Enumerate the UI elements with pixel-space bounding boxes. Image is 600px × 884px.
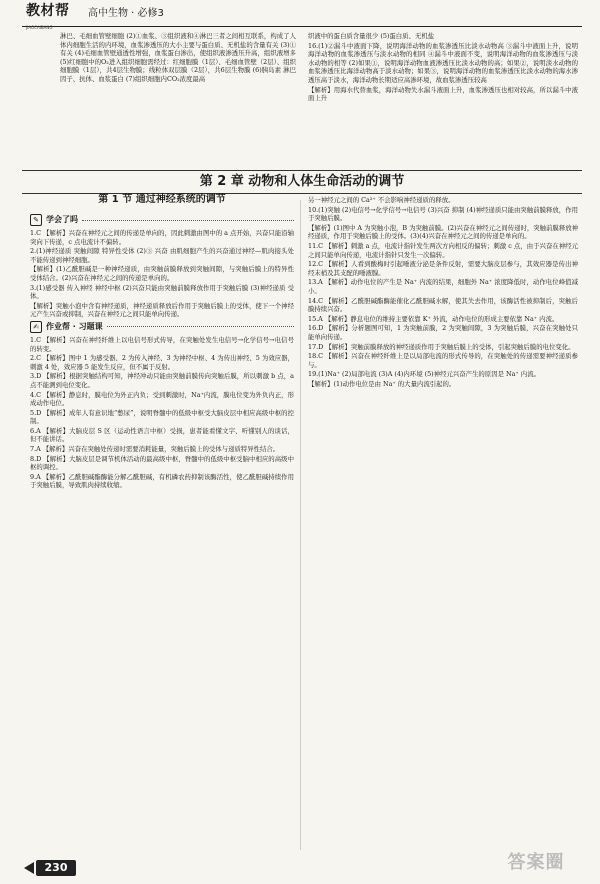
brand-subtext: JIAOCAIBANG [26,25,53,30]
brand-logo: 教材帮 [26,3,70,19]
answer-item: 3.D 【解析】根据突触结构可知，神经冲动只能由突触前膜传向突触后膜，所以刺激 b 点，a 点不能测到电位变化。 [30,372,294,389]
answer-item: 7.A 【解析】兴奋在突触处传递时需要消耗能量，突触后膜上的受体与递质特异性结合。 [30,445,280,454]
course-title: 高中生物 · 必修3 [88,8,164,19]
top-right-column [308,32,578,166]
answer-item: 【解析】(1)图中 A 为突触小泡，B 为突触前膜。(2)兴奋在神经元之间传递时，突触前膜释放神经递质，作用于突触后膜上的受体。(3)(4)兴奋在神经元之间的传递是单向的。 [308,223,578,241]
answer-item: 19.(1)Na⁺ (2)局部电流 (3)A (4)内环境 (5)神经元兴奋产生的原因是 Na⁺ 内流。 [308,370,540,379]
paragraph: 【解析】用海水代替血浆，海洋动物失水漏斗液面上升，血浆渗透压也相对较高，所以漏斗中液面上升 [308,85,578,103]
right-column [308,196,578,852]
homework-heading-label: 作业帮 · 习题课 [46,321,103,331]
chapter-title: 第 2 章 动物和人体生命活动的调节 [22,170,582,194]
answer-item: 6.A 【解析】大脑皮层 S 区（运动性语言中枢）受损，患者能看懂文字、听懂别人的谈话，但不能讲话。 [30,426,294,444]
answer-item: 13.A 【解析】动作电位的产生是 Na⁺ 内流的结果，细胞外 Na⁺ 浓度降低时，动作电位峰值减小。 [308,278,578,295]
answer-item: 1.C 【解析】兴奋在神经纤维上以电信号形式传导，在突触处发生电信号→化学信号→电信号的转变。 [30,335,294,353]
answer-item: 10.(1)突触 (2)电信号→化学信号→电信号 (3)兴奋 抑制 (4)神经递质只能由突触前膜释放，作用于突触后膜。 [308,205,578,223]
answer-item: 9.A 【解析】乙酰胆碱酯酶能分解乙酰胆碱，有机磷农药抑制该酶活性，使乙酰胆碱持续作用于突触后膜，导致肌肉持续收缩。 [30,472,294,490]
paragraph: 16.(1)②漏斗中液面下降，说明海洋动物的血浆渗透压比淡水动物高 ③漏斗中液面上升，说明海洋动物的血浆渗透压与淡水动物的相同 ④漏斗中液面不变，说明海洋动物的血浆渗透压与淡水动物的相等 (2)如果①，说明海洋动物血液渗透压比淡水动物的高；如果②，说明淡水动物的血浆渗透压比海洋动物高于淡水动物；如果③，说明海洋动物的血浆渗透压比淡水动物的海水渗透压高于淡水，海洋动物长期适应高渗环境，故血浆渗透压较高 [308,41,578,84]
answer-item: 2.(1)神经递质 突触间隙 特异性受体 (2)③ 兴奋 由肌细胞产生的兴奋通过神经—肌肉接头处不能传递到神经细胞。 [30,247,294,264]
answer-item: 12.C 【解析】人看到酸梅时引起唾液分泌是条件反射，需要大脑皮层参与，其效应器是传出神经末梢及其支配的唾液腺。 [308,260,578,277]
answer-item: 18.C 【解析】兴奋在神经纤维上是以局部电流的形式传导的，在突触处的传递需要神经递质参与。 [308,352,578,369]
section-title: 第 1 节 通过神经系统的调节 [98,194,226,205]
answer-item: 16.D 【解析】分析题图可知，1 为突触前膜，2 为突触间隙，3 为突触后膜，兴奋在突触处只能单向传递。 [308,324,578,341]
answer-item: 11.C 【解析】刺激 a 点，电流计指针发生两次方向相反的偏转；刺激 c 点，由于兴奋在神经元之间只能单向传递，电流计指针只发生一次偏转。 [308,241,578,259]
watermark-logo: 答案圈 [507,852,565,873]
dotted-rule [107,326,294,327]
homework-heading [30,321,294,333]
page-header [22,3,582,30]
page-arrow-icon [24,862,34,874]
page-number: 230 [36,860,76,876]
top-left-column [60,32,296,166]
dotted-rule [82,220,294,221]
paragraph: 淋巴、毛细血管壁细胞 (2)①血浆、③组织液和④淋巴三者之间相互联系，构成了人体内细胞生活的内环境，血浆渗透压的大小主要与蛋白质、无机盐的含量有关 (3)①有关 (4)毛细血管壁通透性增强，血浆蛋白渗出，使组织液渗透压升高，组织液增多 (5)红细胞中的O₂进入组织细胞需经过：红细胞膜（1层）、毛细血管壁（2层）、组织细胞膜（1层），共4层生物膜；线粒体双层膜（2层），共6层生物膜 (6)胰岛素 淋巴因子、抗体、血浆蛋白 (7)组织细胞内CO₂浓度最高 [60,32,296,83]
column-divider [300,200,301,850]
pencil-icon: ✍ [30,321,42,333]
learn-heading [30,214,294,226]
book-icon: ✎ [30,214,42,226]
answer-item: 8.D 【解析】大脑皮层是调节机体活动的最高级中枢，脊髓中的低级中枢受脑中相应的高级中枢的调控。 [30,454,294,472]
left-column [30,212,294,852]
answer-item: 5.D 【解析】成年人有意识地“憋尿”，说明脊髓中的低级中枢受大脑皮层中相应高级中枢的控制。 [30,408,294,426]
learn-heading-label: 学会了吗 [46,214,78,224]
answer-item: 2.C 【解析】图中 1 为感受器、2 为传入神经、3 为神经中枢、4 为传出神经、5 为效应器，刺激 4 处，效应器 5 能发生反应，但不属于反射。 [30,354,294,371]
paragraph: 织液中的蛋白质含量很少 (5)蛋白质、无机盐 [308,32,435,40]
answer-item: 15.A 【解析】静息电位的维持主要依靠 K⁺ 外流，动作电位的形成主要依靠 Na⁺ 内流。 [308,314,559,323]
answer-item: 另一神经元之间的 Ca²⁺ 不会影响神经递质的释放。 [308,196,455,204]
answer-item: 4.C 【解析】静息时，膜电位为外正内负；受到刺激时，Na⁺内流，膜电位变为外负内正，形成动作电位。 [30,390,294,408]
answer-item: 【解析】(1)动作电位是由 Na⁺ 的大量内流引起的。 [308,379,456,388]
answer-item: 3.(1)感受器 传入神经 神经中枢 (2)兴奋只能由突触前膜释放作用于突触后膜 (3)神经递质 受体。 [30,283,294,301]
answer-item: 14.C 【解析】乙酰胆碱酯酶能催化乙酰胆碱水解，使其失去作用，该酶活性被抑制后，突触后膜持续兴奋。 [308,296,578,314]
answer-item: 17.D 【解析】突触前膜释放的神经递质作用于突触后膜上的受体，引起突触后膜的电位变化。 [308,342,575,351]
answer-item: 【解析】(1)乙酰胆碱是一种神经递质，由突触前膜释放到突触间隙，与突触后膜上的特异性受体结合。(2)兴奋在神经元之间的传递是单向的。 [30,265,294,282]
answer-item: 1.C 【解析】兴奋在神经元之间的传递是单向的，因此刺激由图中的 a 点开始，兴奋只能沿轴突向下传递，c 点电流计不偏转。 [30,229,294,246]
answer-item: 【解析】突触小泡中含有神经递质，神经递质释放后作用于突触后膜上的受体，使下一个神经元产生兴奋或抑制，兴奋在神经元之间只能单向传递。 [30,301,294,319]
